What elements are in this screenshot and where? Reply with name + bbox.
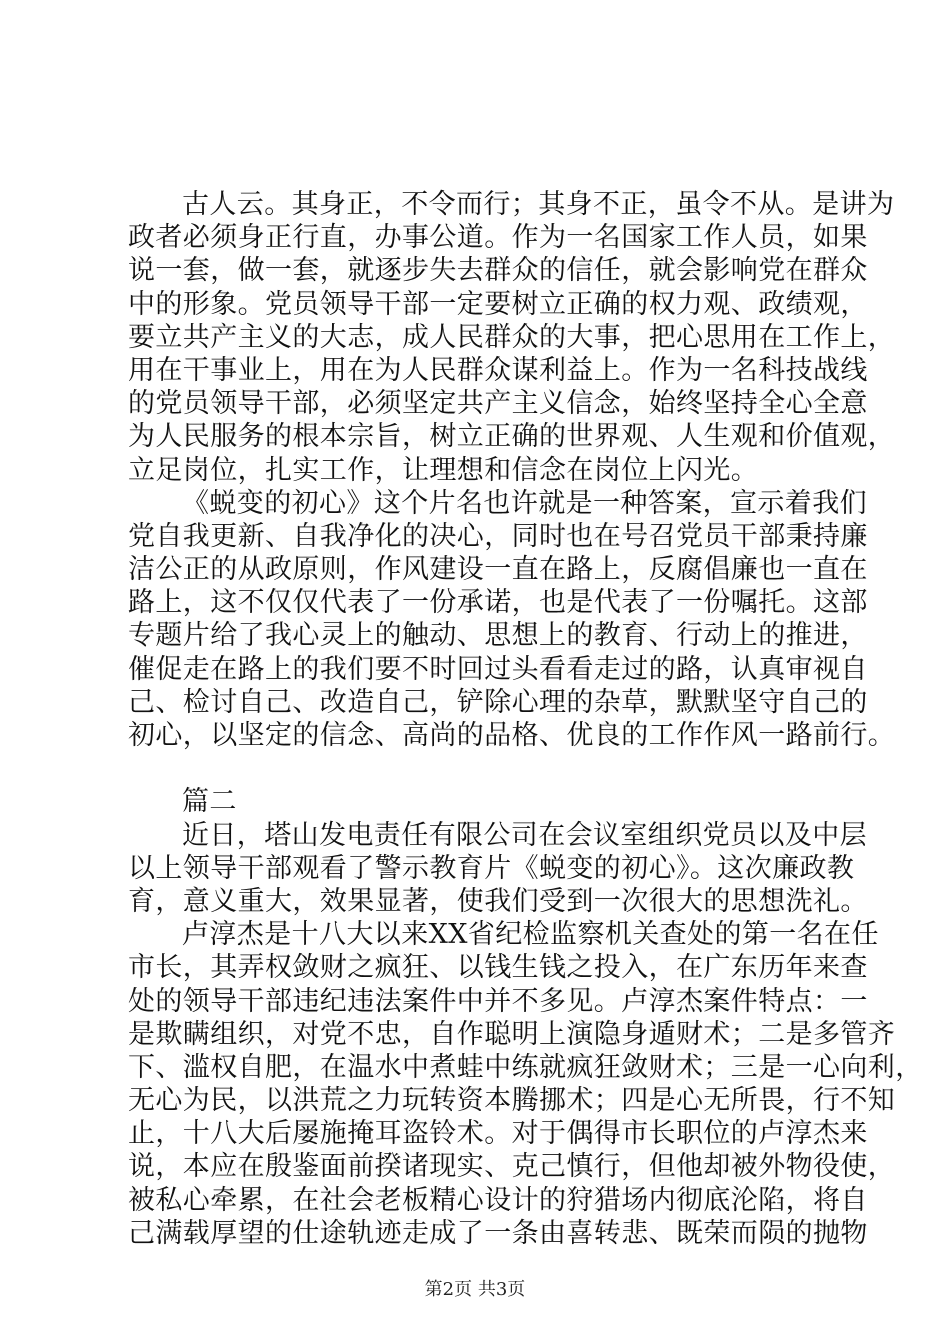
paragraph-line: 处的领导干部违纪违法案件中并不多见。卢淳杰案件特点：一 — [128, 985, 868, 1017]
paragraph-line: 中的形象。党员领导干部一定要树立正确的权力观、政绩观， — [128, 288, 868, 320]
paragraph-line: 说一套，做一套，就逐步失去群众的信任，就会影响党在群众 — [128, 255, 868, 287]
paragraph-line: 市长，其弄权敛财之疯狂、以钱生钱之投入，在广东历年来查 — [128, 952, 868, 984]
paragraph-line: 用在干事业上，用在为人民群众谋利益上。作为一名科技战线 — [128, 354, 868, 386]
blank-line — [128, 752, 834, 785]
paragraph-line: 洁公正的从政原则，作风建设一直在路上，反腐倡廉也一直在 — [128, 554, 868, 586]
paragraph-line: 己、检讨自己、改造自己，铲除心理的杂草，默默坚守自己的 — [128, 686, 868, 718]
paragraph-line: 是欺瞒组织，对党不忠，自作聪明上演隐身遁财术；二是多管齐 — [128, 1018, 896, 1050]
paragraph-line: 育，意义重大，效果显著，使我们受到一次很大的思想洗礼。 — [128, 885, 868, 917]
paragraph-line: 止，十八大后屡施掩耳盗铃术。对于偶得市长职位的卢淳杰来 — [128, 1118, 868, 1150]
paragraph-line: 路上，这不仅仅代表了一份承诺，也是代表了一份嘱托。这部 — [128, 587, 868, 619]
paragraph-line: 以上领导干部观看了警示教育片《蜕变的初心》。这次廉政教 — [128, 852, 855, 884]
paragraph-line: 立足岗位，扎实工作，让理想和信念在岗位上闪光。 — [128, 454, 759, 486]
paragraph-line: 被私心牵累，在社会老板精心设计的狩猎场内彻底沦陷，将自 — [128, 1184, 868, 1216]
paragraph-line: 催促走在路上的我们要不时回过头看看走过的路，认真审视自 — [128, 653, 868, 685]
section-heading: 篇二 — [182, 786, 237, 818]
paragraph-line: 己满载厚望的仕途轨迹走成了一条由喜转悲、既荣而陨的抛物 — [128, 1217, 868, 1249]
document-body — [128, 188, 923, 1250]
paragraph-line: 《蜕变的初心》这个片名也许就是一种答案，宣示着我们 — [182, 487, 867, 519]
paragraph-line: 党自我更新、自我净化的决心，同时也在号召党员干部秉持廉 — [128, 520, 868, 552]
paragraph-line: 专题片给了我心灵上的触动、思想上的教育、行动上的推进， — [128, 620, 868, 652]
paragraph-line: 近日，塔山发电责任有限公司在会议室组织党员以及中层 — [182, 819, 867, 851]
paragraph-line: 初心，以坚定的信念、高尚的品格、优良的工作作风一路前行。 — [128, 720, 896, 751]
paragraph-line: 为人民服务的根本宗旨，树立正确的世界观、人生观和价值观， — [128, 421, 896, 453]
paragraph-line: 的党员领导干部，必须坚定共产主义信念，始终坚持全心全意 — [128, 388, 868, 420]
paragraph-line: 下、滥权自肥，在温水中煮蛙中练就疯狂敛财术；三是一心向利， — [128, 1051, 923, 1083]
page-footer: 第2页 共3页 — [424, 1279, 526, 1300]
paragraph-line: 要立共产主义的大志，成人民群众的大事，把心思用在工作上， — [128, 321, 896, 353]
paragraph-line: 政者必须身正行直，办事公道。作为一名国家工作人员，如果 — [128, 222, 868, 254]
paragraph-line: 卢淳杰是十八大以来XX省纪检监察机关查处的第一名在任 — [182, 919, 879, 951]
paragraph-line: 说，本应在殷鉴面前揆诸现实、克己慎行，但他却被外物役使， — [128, 1151, 896, 1183]
paragraph-line: 古人云。其身正，不令而行；其身不正，虽令不从。是讲为 — [182, 189, 895, 220]
paragraph-line: 无心为民，以洪荒之力玩转资本腾挪术；四是心无所畏，行不知 — [128, 1085, 896, 1117]
